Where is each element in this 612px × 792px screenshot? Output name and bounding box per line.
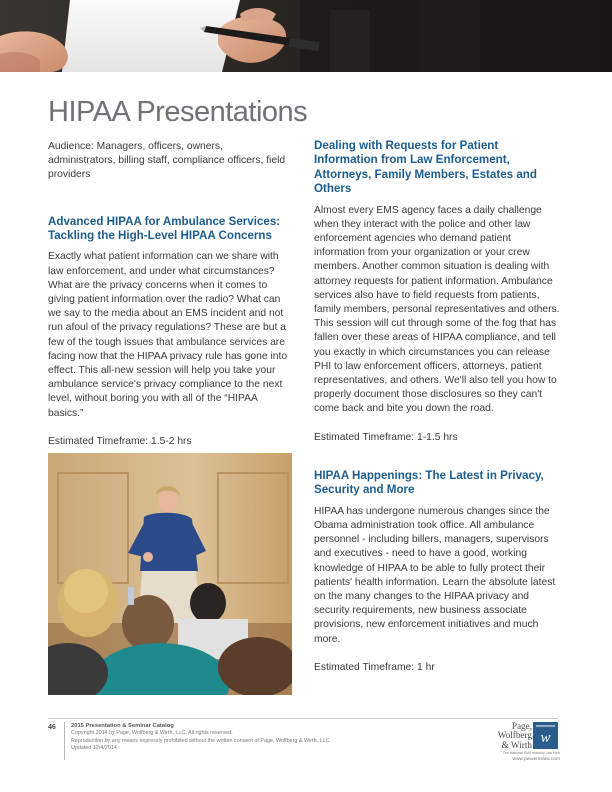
footer-divider [48, 718, 558, 719]
section-timeframe: Estimated Timeframe: 1 hr [314, 661, 435, 673]
section-heading: Advanced HIPAA for Ambulance Services: Tackling the High-Level HIPAA Concerns [48, 214, 281, 243]
page-number: 46 [48, 724, 56, 731]
right-column [314, 139, 560, 675]
logo-tagline: The National EMS Industry Law Firm [502, 751, 560, 755]
hero-photo [0, 0, 612, 72]
section-timeframe: Estimated Timeframe: 1-1.5 hrs [314, 431, 458, 443]
logo-line: & Wirth [501, 739, 532, 750]
section-timeframe: Estimated Timeframe: 1.5-2 hrs [48, 435, 192, 447]
updated-date: Updated 12/4/2014 [71, 745, 117, 752]
audience-text: Audience: Managers, officers, owners, administrators, billing staff, compliance officers, field providers [48, 141, 286, 181]
hands-with-pen-illustration [0, 0, 612, 72]
footer-text [71, 723, 331, 753]
firm-website-link[interactable]: www.pwwemslaw.com [512, 757, 560, 762]
logo-line: Wolfberg [497, 730, 532, 741]
catalog-title: 2015 Presentation & Seminar Catalog [71, 723, 174, 729]
section-heading: HIPAA Happenings: The Latest in Privacy, Security and More [314, 468, 544, 497]
section-body: HIPAA has undergone numerous changes since the Obama administration took office. All ambulance personnel - including billers, managers, supervisors and executives - need to have a good, working knowledge of HIPAA to be able to fully protect their patients' health information. Learn the absolute latest on the many changes to the HIPAA privacy and security requirements, new business associate provisions, new enforcement initiatives and much more. [314, 505, 556, 645]
reproduction-notice: Reproduction by any means expressly prohibited without the written consent of Page, Wolfberg & Wirth, LLC. [71, 737, 331, 744]
section-body: Almost every EMS agency faces a daily challenge when they interact with the police and other law enforcement agencies who demand patient information from your organization or your crew members. Another common situation is dealing with attorney requests for patient information. Ambulance services also have to field requests from patients, family members, personal representatives and others. This session will cut through some of the fog that has fallen over these areas of HIPAA compliance, and tell you exactly in which circumstances you can release PHI to law enforcement officers, attorneys, patient representatives, and others. We'll also tell you how to properly document those disclosures so they can't come back and bite you down the road. [314, 204, 560, 415]
presenter-illustration [48, 453, 292, 695]
left-column [48, 140, 290, 449]
page-title: HIPAA Presentations [48, 96, 308, 128]
logo-mark-icon [533, 722, 558, 749]
firm-logo [490, 722, 560, 764]
presenter-photo [48, 453, 292, 695]
logo-line: Page, [511, 721, 532, 731]
logo-wordmark [490, 722, 532, 750]
section-heading: Dealing with Requests for Patient Information from Law Enforcement, Attorneys, Family Members, Estates and Others [314, 139, 537, 196]
section-body: Exactly what patient information can we share with law enforcement, and under what circumstances? What are the privacy concerns when it comes to giving patient information over the radio? What can we say to the media about an EMS incident and not run afoul of the privacy regulations? These are but a few of the tough issues that ambulance services are facing now that the HIPAA privacy rule has gone into effect. This all-new session will help you take your ambulance service's privacy compliance to the next level, without boring you with all of the “HIPAA basics.” [48, 251, 288, 419]
footer-vertical-divider [64, 722, 65, 760]
svg-text:w: w [540, 730, 551, 746]
copyright-text: Copyright 2014 by Page, Wolfberg & Wirth, LLC. All rights reserved. [71, 730, 233, 737]
